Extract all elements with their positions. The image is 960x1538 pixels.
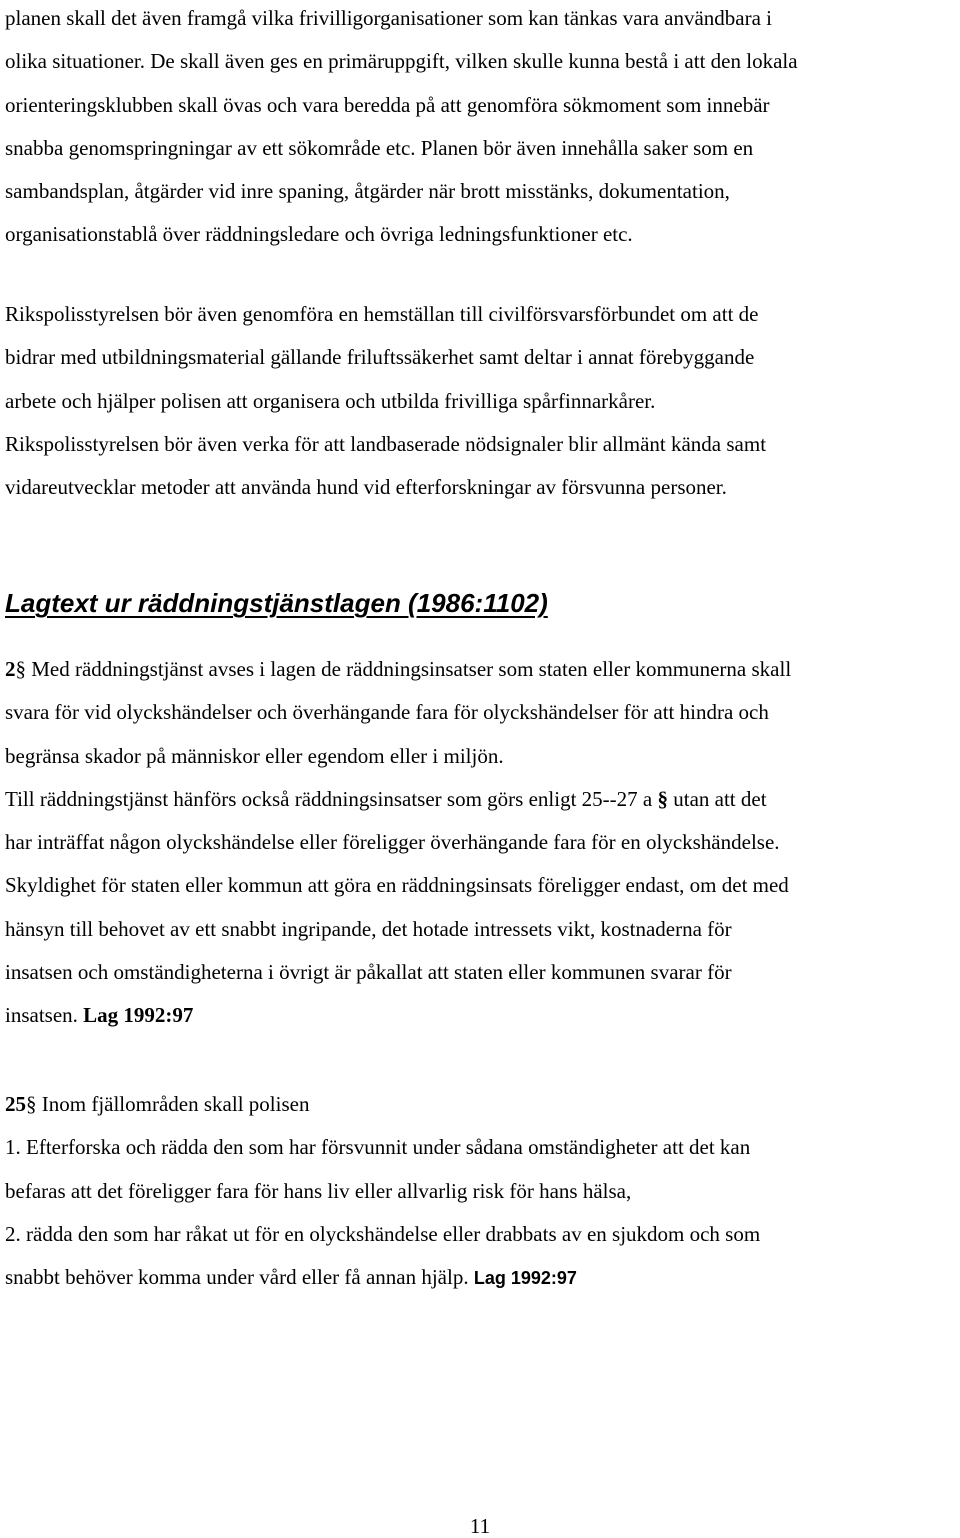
section-2-paragraph <box>5 648 955 1038</box>
section-25-paragraph <box>5 1083 955 1300</box>
section-heading: Lagtext ur räddningstjänstlagen (1986:1102) <box>5 588 548 618</box>
page-number: 11 <box>469 1514 491 1538</box>
section-symbol: § <box>15 657 26 681</box>
section-2-text: Med räddningstjänst avses i lagen de räddningsinsatser som staten eller kommunerna skall svara för vid olyckshändelser och överhängande fara för olyckshändelser för att hindra och begränsa skador på människor eller egendom eller i miljön. Till räddningstjänst hänförs också räddningsinsatser som görs enligt 25--27 a <box>5 657 792 811</box>
rikspolisstyrelsen-paragraph: Rikspolisstyrelsen bör även genomföra en hemställan till civilförsvarsförbundet om att de bidrar med utbildningsmaterial gällande friluftssäkerhet samt deltar i annat förebyggande arbete och hjälper polisen att organisera och utbilda frivilliga spårfinnarkårer. Rikspolisstyrelsen bör även verka för att landbaserade nödsignaler blir allmänt kända samt vidareutvecklar metoder att använda hund vid efterforskningar av försvunna personer. <box>5 302 767 500</box>
section-2-text-continued: utan att det har inträffat någon olyckshändelse eller föreligger överhängande fara för en olyckshändelse. Skyldighet för staten eller kommun att göra en räddningsinsats föreligger endast, om det med hänsyn till behovet av ett snabbt ingripande, det hotade intressets vikt, kostnaderna för insatsen och omständigheterna i övrigt är påkallat att staten eller kommunen svarar för insatsen. <box>5 786 789 1028</box>
intro-paragraph: planen skall det även framgå vilka frivilligorganisationer som kan tänkas vara användbara i olika situationer. De skall även ges en primäruppgift, vilken skulle kunna bestå i att den lokala orienteringsklubben skall övas och vara beredda på att genomföra sökmoment som innebär snabba genomspringningar av ett sökområde etc. Planen bör även innehålla saker som en sambandsplan, åtgärder vid inre spaning, åtgärder när brott misstänks, dokumentation, organisationstablå över räddningsledare och övriga ledningsfunktioner etc. <box>5 6 798 247</box>
section-2-number: 2 <box>5 657 16 681</box>
section-symbol: § <box>657 786 668 811</box>
section-25-text: Inom fjällområden skall polisen 1. Efterforska och rädda den som har försvunnit under sådana omständigheter att det kan befaras att det föreligger fara för hans liv eller allvarlig risk för hans hälsa, 2. rädda den som har råkat ut för en olyckshändelse eller drabbats av en sjukdom och som snabbt behöver komma under vård eller få annan hjälp. <box>5 1092 761 1290</box>
section-symbol: § <box>26 1092 37 1116</box>
section-25-number: 25 <box>5 1092 26 1116</box>
law-reference: Lag 1992:97 <box>83 1003 194 1028</box>
law-reference: Lag 1992:97 <box>473 1268 577 1289</box>
